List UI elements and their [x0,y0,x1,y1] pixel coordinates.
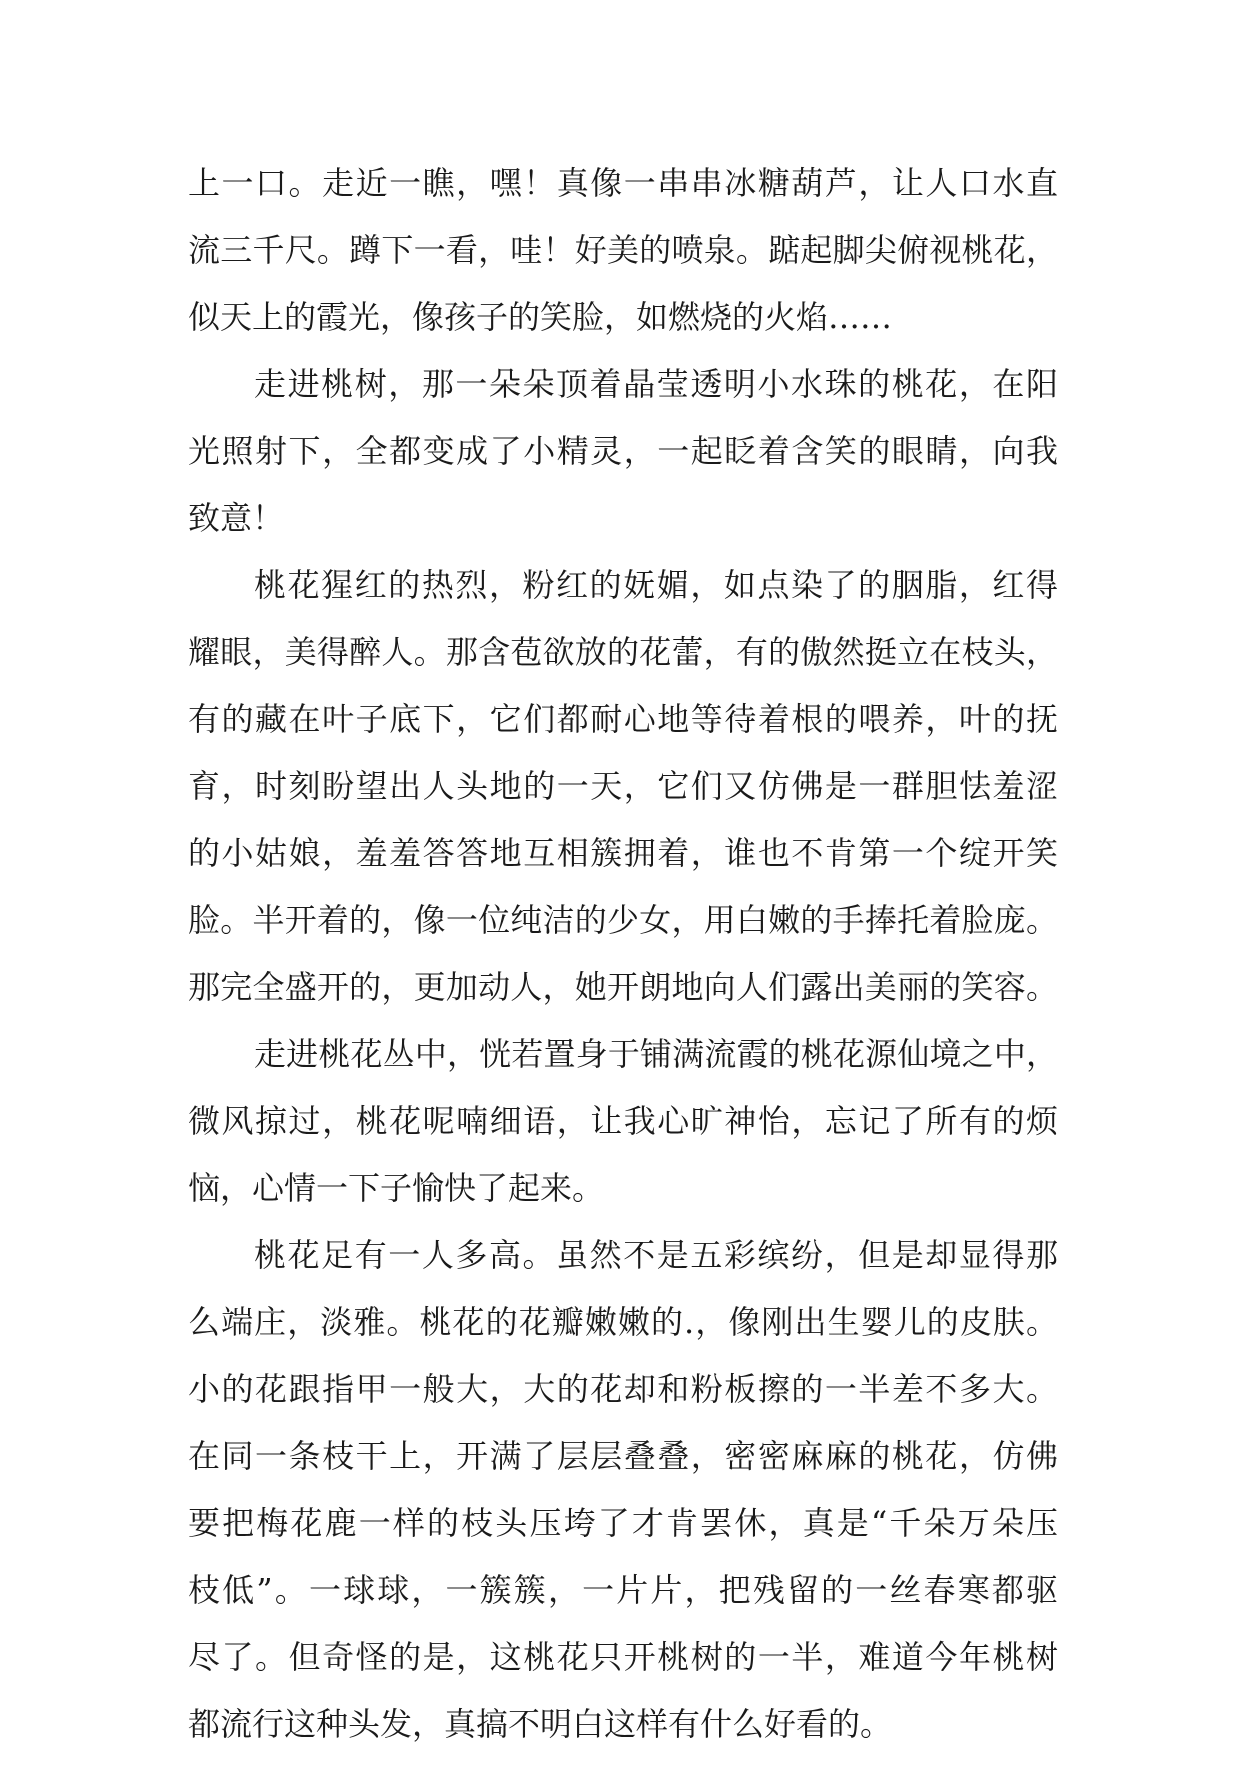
text-line: 致意！ [188,499,285,537]
text-line: 枝低”。一球球，一簇簇，一片片，把残留的一丝春寒都驱 [188,1571,1058,1609]
text-line: 流三千尺。蹲下一看，哇！好美的喷泉。踮起脚尖俯视桃花， [188,231,1058,269]
text-line: 有的藏在叶子底下，它们都耐心地等待着根的喂养，叶的抚 [188,700,1058,738]
text-line: 脸。半开着的，像一位纯洁的少女，用白嫩的手捧托着脸庞。 [188,901,1058,939]
paragraph-start-line: 桃花猩红的热烈，粉红的妩媚，如点染了的胭脂，红得 [254,566,1058,604]
text-line: 小的花跟指甲一般大，大的花却和粉板擦的一半差不多大。 [188,1370,1058,1408]
text-line: 那完全盛开的，更加动人，她开朗地向人们露出美丽的笑容。 [188,968,1058,1006]
text-line: 育，时刻盼望出人头地的一天，它们又仿佛是一群胆怯羞涩 [188,767,1058,805]
text-line: 都流行这种头发，真搞不明白这样有什么好看的。 [188,1705,893,1743]
text-line: 似天上的霞光，像孩子的笑脸，如燃烧的火焰…… [188,298,893,336]
text-line: 的小姑娘，羞羞答答地互相簇拥着，谁也不肯第一个绽开笑 [188,834,1058,872]
text-line: 上一口。走近一瞧，嘿！真像一串串冰糖葫芦，让人口水直 [188,164,1058,202]
essay-text [188,160,1058,1768]
text-line: 尽了。但奇怪的是，这桃花只开桃树的一半，难道今年桃树 [188,1638,1058,1676]
text-line: 光照射下，全都变成了小精灵，一起眨着含笑的眼睛，向我 [188,432,1058,470]
paragraph-start-line: 走进桃树，那一朵朵顶着晶莹透明小水珠的桃花，在阳 [254,365,1058,403]
paragraph-start-line: 走进桃花丛中，恍若置身于铺满流霞的桃花源仙境之中， [254,1035,1058,1073]
text-line: 在同一条枝干上，开满了层层叠叠，密密麻麻的桃花，仿佛 [188,1437,1058,1475]
text-line: 恼，心情一下子愉快了起来。 [188,1169,605,1207]
text-line: 么端庄，淡雅。桃花的花瓣嫩嫩的.，像刚出生婴儿的皮肤。 [188,1303,1058,1341]
text-line: 微风掠过，桃花呢喃细语，让我心旷神怡，忘记了所有的烦 [188,1102,1058,1140]
text-line: 要把梅花鹿一样的枝头压垮了才肯罢休，真是“千朵万朵压 [188,1504,1058,1542]
paragraph-start-line: 桃花足有一人多高。虽然不是五彩缤纷，但是却显得那 [254,1236,1058,1274]
text-line: 耀眼，美得醉人。那含苞欲放的花蕾，有的傲然挺立在枝头， [188,633,1058,671]
